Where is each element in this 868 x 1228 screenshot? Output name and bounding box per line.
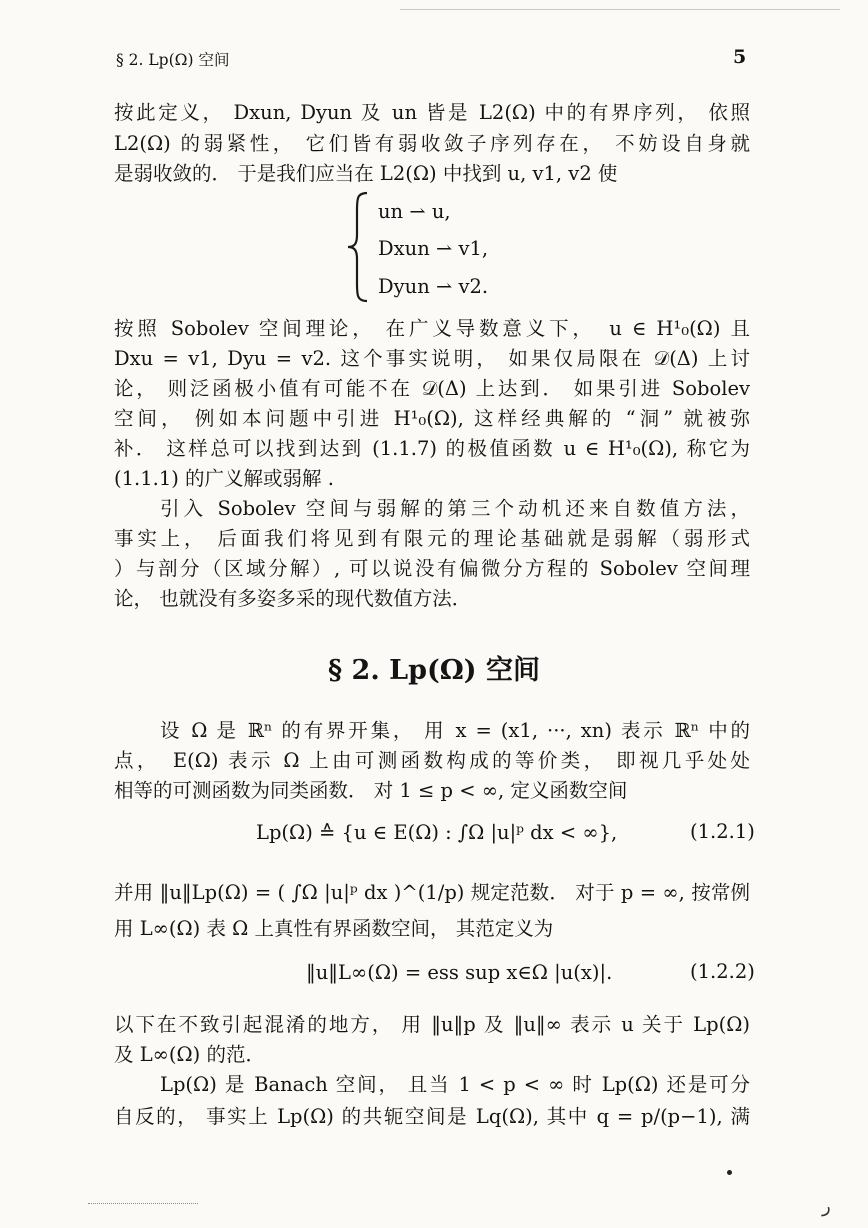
text-line: 以下在不致引起混淆的地方， 用 ‖u‖p 及 ‖u‖∞ 表示 u 关于 Lp(Ω) bbox=[114, 1013, 750, 1036]
text-line: 设 Ω 是 ℝⁿ 的有界开集， 用 x = (x1, ···, xn) 表示 ℝⁿ 中的 bbox=[160, 719, 750, 742]
top-edge-line bbox=[400, 9, 840, 10]
running-header: § 2. Lp(Ω) 空间 bbox=[116, 51, 230, 69]
text-line: 事实上， 后面我们将见到有限元的理论基础就是弱解（弱形式 bbox=[114, 527, 750, 550]
text-line: 论， 则泛函极小值有可能不在 𝒟(Δ) 上达到． 如果引进 Sobolev bbox=[114, 377, 750, 400]
page-number: 5 bbox=[733, 46, 747, 68]
text-line: 自反的， 事实上 Lp(Ω) 的共轭空间是 Lq(Ω), 其中 q = p/(p−1), 满 bbox=[114, 1105, 750, 1128]
text-line: 空间， 例如本问题中引进 H¹₀(Ω), 这样经典解的 “洞” 就被弥 bbox=[114, 407, 750, 430]
text-line: 按此定义， Dxun, Dyun 及 un 皆是 L2(Ω) 中的有界序列， 依照 bbox=[114, 101, 750, 124]
text-line: 用 L∞(Ω) 表 Ω 上真性有界函数空间， 其范定义为 bbox=[114, 917, 554, 940]
text-line: 按照 Sobolev 空间理论， 在广义导数意义下， u ∈ H¹₀(Ω) 且 bbox=[114, 317, 750, 340]
scan-speck bbox=[727, 1170, 732, 1175]
text-line: Dxu = v1, Dyu = v2. 这个事实说明， 如果仅局限在 𝒟(Δ) 上讨 bbox=[114, 347, 750, 370]
text-line: ）与剖分（区域分解）, 可以说没有偏微分方程的 Sobolev 空间理 bbox=[114, 557, 750, 580]
equation-number: (1.2.1) bbox=[690, 820, 755, 843]
convergence-line: Dxun ⇀ v1, bbox=[378, 237, 489, 260]
corner-mark: ر bbox=[822, 1196, 831, 1217]
text-line: Lp(Ω) 是 Banach 空间， 且当 1 < p < ∞ 时 Lp(Ω) 还是可分 bbox=[160, 1073, 750, 1096]
convergence-line: un ⇀ u, bbox=[378, 200, 451, 223]
text-line: 补． 这样总可以找到达到 (1.1.7) 的极值函数 u ∈ H¹₀(Ω), 称它为 bbox=[114, 437, 750, 460]
left-brace-icon bbox=[343, 191, 373, 303]
text-line: L2(Ω) 的弱紧性， 它们皆有弱收敛子序列存在， 不妨设自身就 bbox=[114, 132, 750, 155]
scan-edge-mark bbox=[88, 1203, 198, 1205]
equation-linf-norm: ‖u‖L∞(Ω) = ess sup x∈Ω |u(x)|. bbox=[306, 961, 613, 984]
text-line: 引入 Sobolev 空间与弱解的第三个动机还来自数值方法， bbox=[160, 497, 750, 520]
text-line: 是弱收敛的． 于是我们应当在 L2(Ω) 中找到 u, v1, v2 使 bbox=[114, 162, 618, 185]
text-line: (1.1.1) 的广义解或弱解 . bbox=[114, 467, 334, 490]
convergence-line: Dyun ⇀ v2. bbox=[378, 275, 489, 298]
text-line: 论， 也就没有多姿多采的现代数值方法． bbox=[114, 587, 472, 610]
equation-lp-definition: Lp(Ω) ≙ {u ∈ E(Ω) : ∫Ω |u|ᵖ dx < ∞}, bbox=[256, 821, 618, 844]
equation-number: (1.2.2) bbox=[690, 960, 755, 983]
text-line: 相等的可测函数为同类函数． 对 1 ≤ p < ∞, 定义函数空间 bbox=[114, 779, 628, 802]
section-heading: § 2. Lp(Ω) 空间 bbox=[328, 655, 540, 686]
text-line: 点， E(Ω) 表示 Ω 上由可测函数构成的等价类， 即视几乎处处 bbox=[114, 749, 750, 772]
text-line: 并用 ‖u‖Lp(Ω) = ( ∫Ω |u|ᵖ dx )^(1/p) 规定范数． 对于 p = ∞, 按常例 bbox=[114, 881, 750, 904]
text-line: 及 L∞(Ω) 的范． bbox=[114, 1043, 265, 1066]
